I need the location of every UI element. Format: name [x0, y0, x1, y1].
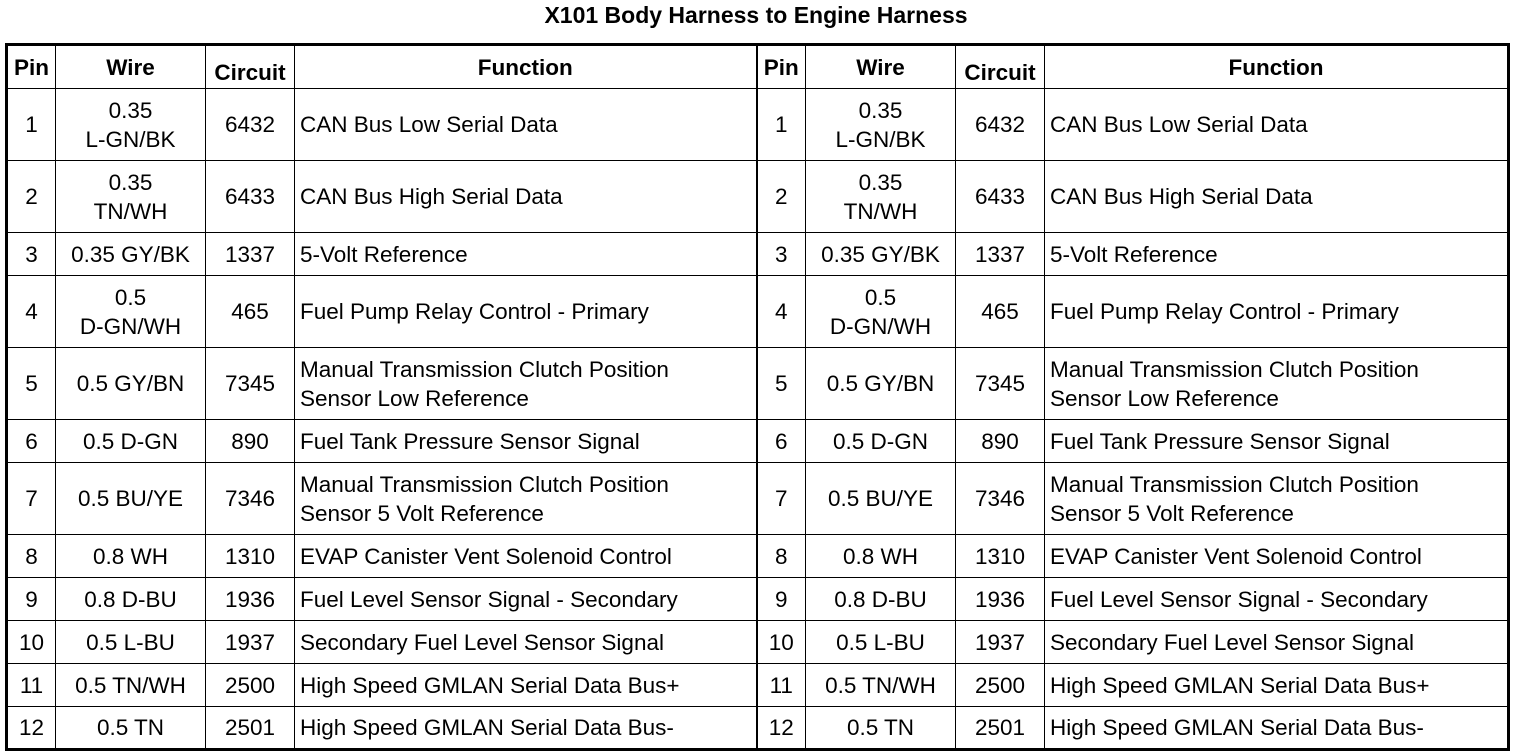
wire-cell: [806, 664, 956, 707]
wire-line: 0.5 TN/WH: [825, 672, 936, 698]
wire-line: 0.5 GY/BN: [76, 371, 185, 396]
circuit-cell: 7346: [206, 463, 295, 535]
wire-line: 0.8 D-BU: [84, 586, 177, 612]
pin-cell: 11: [757, 664, 806, 707]
wire-cell: [806, 463, 956, 535]
function-cell: [1045, 535, 1509, 578]
circuit-cell: 465: [206, 276, 295, 348]
function-cell: [1045, 707, 1509, 750]
table-row: [7, 348, 1509, 420]
function-cell: [295, 161, 757, 233]
function-cell: [295, 420, 757, 463]
wire-line: 0.5 L-BU: [836, 629, 925, 655]
table-row: [7, 707, 1509, 750]
pin-cell: 8: [7, 535, 56, 578]
wire-line: 0.5: [114, 284, 147, 310]
table-row: [7, 621, 1509, 664]
function-cell: [295, 89, 757, 161]
pin-cell: 1: [7, 89, 56, 161]
function-cell: [295, 348, 757, 420]
pin-cell: 12: [757, 707, 806, 750]
pinout-table: [5, 43, 1510, 751]
wire-cell: [56, 463, 206, 535]
circuit-cell: 1937: [956, 621, 1045, 664]
function-cell: [1045, 578, 1509, 621]
wire-cell: [56, 578, 206, 621]
function-line: CAN Bus High Serial Data: [1050, 184, 1313, 209]
wire-line: 0.5 TN: [96, 715, 165, 740]
wire-line: 0.35: [858, 97, 903, 123]
table-row: [7, 535, 1509, 578]
wire-line: TN/WH: [93, 198, 168, 224]
pin-cell: 2: [7, 161, 56, 233]
circuit-cell: 1310: [206, 535, 295, 578]
function-line: Sensor Low Reference: [1050, 385, 1279, 411]
pin-cell: 10: [757, 621, 806, 664]
circuit-cell: 2500: [956, 664, 1045, 707]
circuit-cell: 1936: [956, 578, 1045, 621]
pin-cell: 11: [7, 664, 56, 707]
function-cell: [295, 707, 757, 750]
wire-line: 0.35 GY/BK: [821, 241, 940, 267]
wire-line: 0.5 D-GN: [832, 428, 929, 454]
function-line: Manual Transmission Clutch Position: [1050, 356, 1419, 382]
wire-cell: [56, 420, 206, 463]
circuit-cell: 6432: [956, 89, 1045, 161]
function-line: High Speed GMLAN Serial Data Bus+: [300, 672, 680, 698]
table-row: [7, 161, 1509, 233]
wire-line: L-GN/BK: [835, 126, 926, 152]
wire-line: 0.35 GY/BK: [71, 241, 190, 267]
circuit-cell: 7345: [956, 348, 1045, 420]
function-line: Manual Transmission Clutch Position: [300, 471, 669, 497]
function-cell: [1045, 276, 1509, 348]
wire-cell: [806, 89, 956, 161]
pin-cell: 12: [7, 707, 56, 750]
pin-cell: 7: [757, 463, 806, 535]
pin-cell: 5: [7, 348, 56, 420]
wire-cell: [56, 535, 206, 578]
function-line: Secondary Fuel Level Sensor Signal: [300, 629, 664, 655]
function-cell: [295, 276, 757, 348]
function-line: Sensor 5 Volt Reference: [300, 500, 544, 526]
wire-cell: [56, 707, 206, 750]
pin-cell: 2: [757, 161, 806, 233]
wire-line: 0.5 BU/YE: [77, 486, 184, 511]
pin-cell: 6: [757, 420, 806, 463]
function-line: CAN Bus Low Serial Data: [300, 112, 558, 137]
pin-cell: 3: [757, 233, 806, 276]
wire-cell: [806, 161, 956, 233]
circuit-cell: 1936: [206, 578, 295, 621]
function-line: EVAP Canister Vent Solenoid Control: [1050, 543, 1422, 569]
circuit-cell: 890: [206, 420, 295, 463]
circuit-cell: 2501: [206, 707, 295, 750]
function-cell: [295, 621, 757, 664]
function-line: CAN Bus Low Serial Data: [1050, 112, 1308, 137]
table-row: [7, 664, 1509, 707]
wire-cell: [56, 348, 206, 420]
wire-line: TN/WH: [843, 198, 918, 224]
table-body: [7, 89, 1509, 750]
function-line: High Speed GMLAN Serial Data Bus-: [300, 715, 674, 740]
circuit-cell: 6433: [956, 161, 1045, 233]
function-cell: [1045, 621, 1509, 664]
circuit-cell: 6432: [206, 89, 295, 161]
wire-header: Wire: [806, 45, 956, 89]
wire-line: 0.5 TN: [846, 715, 915, 740]
circuit-header: Circuit: [206, 45, 295, 89]
wire-cell: [56, 233, 206, 276]
circuit-cell: 1337: [206, 233, 295, 276]
function-cell: [295, 535, 757, 578]
pin-header: Pin: [757, 45, 806, 89]
wire-cell: [806, 707, 956, 750]
function-line: Fuel Pump Relay Control - Primary: [1050, 299, 1399, 324]
circuit-cell: 7345: [206, 348, 295, 420]
table-row: [7, 420, 1509, 463]
wire-cell: [56, 276, 206, 348]
function-line: 5-Volt Reference: [1050, 241, 1218, 267]
pin-cell: 1: [757, 89, 806, 161]
function-line: 5-Volt Reference: [300, 241, 468, 267]
circuit-cell: 890: [956, 420, 1045, 463]
wire-cell: [806, 420, 956, 463]
header-row: [7, 45, 1509, 89]
function-line: Fuel Tank Pressure Sensor Signal: [300, 428, 640, 454]
function-cell: [1045, 664, 1509, 707]
function-cell: [1045, 161, 1509, 233]
wire-cell: [56, 621, 206, 664]
wire-cell: [56, 161, 206, 233]
function-cell: [1045, 420, 1509, 463]
pin-cell: 10: [7, 621, 56, 664]
function-line: High Speed GMLAN Serial Data Bus-: [1050, 715, 1424, 740]
circuit-cell: 6433: [206, 161, 295, 233]
function-header: Function: [295, 45, 757, 89]
circuit-cell: 2500: [206, 664, 295, 707]
pin-cell: 4: [7, 276, 56, 348]
function-line: Fuel Level Sensor Signal - Secondary: [300, 586, 678, 612]
wire-line: 0.5: [864, 284, 897, 310]
wire-cell: [806, 276, 956, 348]
function-line: Secondary Fuel Level Sensor Signal: [1050, 629, 1414, 655]
page-title: X101 Body Harness to Engine Harness: [544, 2, 968, 28]
wire-line: 0.35: [108, 97, 153, 123]
function-cell: [295, 578, 757, 621]
function-cell: [1045, 463, 1509, 535]
wire-line: 0.5 BU/YE: [827, 486, 934, 511]
function-cell: [1045, 89, 1509, 161]
circuit-cell: 1937: [206, 621, 295, 664]
circuit-cell: 465: [956, 276, 1045, 348]
pin-cell: 3: [7, 233, 56, 276]
function-cell: [295, 233, 757, 276]
wire-line: 0.35: [108, 169, 153, 195]
pin-header: Pin: [7, 45, 56, 89]
function-line: Manual Transmission Clutch Position: [1050, 471, 1419, 497]
function-line: Fuel Pump Relay Control - Primary: [300, 299, 649, 324]
circuit-header: Circuit: [956, 45, 1045, 89]
wire-cell: [56, 664, 206, 707]
table-header: [7, 45, 1509, 89]
circuit-cell: 1337: [956, 233, 1045, 276]
pin-cell: 4: [757, 276, 806, 348]
function-line: Fuel Tank Pressure Sensor Signal: [1050, 428, 1390, 454]
wire-cell: [806, 535, 956, 578]
wire-cell: [806, 578, 956, 621]
wire-cell: [806, 621, 956, 664]
function-cell: [1045, 233, 1509, 276]
wire-line: 0.5 TN/WH: [75, 672, 186, 698]
wire-cell: [806, 233, 956, 276]
table-row: [7, 578, 1509, 621]
circuit-cell: 7346: [956, 463, 1045, 535]
function-line: Sensor 5 Volt Reference: [1050, 500, 1294, 526]
wire-line: 0.5 D-GN: [82, 428, 179, 454]
wire-line: 0.8 WH: [842, 543, 918, 569]
pin-cell: 6: [7, 420, 56, 463]
table-row: [7, 89, 1509, 161]
pin-cell: 8: [757, 535, 806, 578]
pin-cell: 5: [757, 348, 806, 420]
function-cell: [295, 463, 757, 535]
function-line: Manual Transmission Clutch Position: [300, 356, 669, 382]
function-line: Sensor Low Reference: [300, 385, 529, 411]
function-line: CAN Bus High Serial Data: [300, 184, 563, 209]
table-row: [7, 233, 1509, 276]
wire-line: L-GN/BK: [85, 126, 176, 152]
function-line: High Speed GMLAN Serial Data Bus+: [1050, 672, 1430, 698]
pin-cell: 9: [757, 578, 806, 621]
wire-line: 0.35: [858, 169, 903, 195]
function-cell: [1045, 348, 1509, 420]
wire-line: D-GN/WH: [79, 313, 182, 339]
wire-line: 0.5 GY/BN: [826, 371, 935, 396]
wire-line: 0.8 WH: [92, 543, 168, 569]
function-line: Fuel Level Sensor Signal - Secondary: [1050, 586, 1428, 612]
table-row: [7, 276, 1509, 348]
circuit-cell: 2501: [956, 707, 1045, 750]
circuit-cell: 1310: [956, 535, 1045, 578]
wire-cell: [56, 89, 206, 161]
wire-line: D-GN/WH: [829, 313, 932, 339]
wire-cell: [806, 348, 956, 420]
pin-cell: 9: [7, 578, 56, 621]
function-line: EVAP Canister Vent Solenoid Control: [300, 543, 672, 569]
pin-cell: 7: [7, 463, 56, 535]
function-header: Function: [1045, 45, 1509, 89]
wire-header: Wire: [56, 45, 206, 89]
function-cell: [295, 664, 757, 707]
wire-line: 0.8 D-BU: [834, 586, 927, 612]
wire-line: 0.5 L-BU: [86, 629, 175, 655]
table-row: [7, 463, 1509, 535]
